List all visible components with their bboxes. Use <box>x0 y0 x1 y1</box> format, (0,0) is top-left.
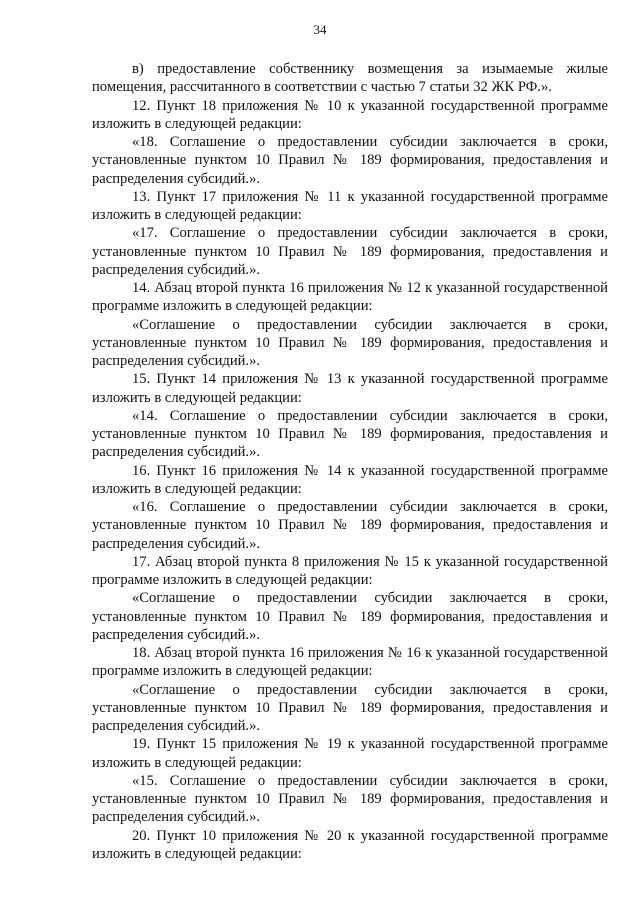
paragraph: «Соглашение о предоставлении субсидии заключается в сроки, установленные пунктом 10 Правил № 189 формирования, предоставления и распределения субсидий.». <box>92 316 608 369</box>
paragraph: 16. Пункт 16 приложения № 14 к указанной государственной программе изложить в следующей редакции: <box>92 462 608 497</box>
paragraph: 13. Пункт 17 приложения № 11 к указанной государственной программе изложить в следующей редакции: <box>92 188 608 223</box>
paragraph: 15. Пункт 14 приложения № 13 к указанной государственной программе изложить в следующей редакции: <box>92 371 608 406</box>
paragraph: 17. Абзац второй пункта 8 приложения № 15 к указанной государственной программе изложить в следующей редакции: <box>92 553 608 588</box>
paragraph: 20. Пункт 10 приложения № 20 к указанной государственной программе изложить в следующей редакции: <box>92 827 608 862</box>
paragraph: «Соглашение о предоставлении субсидии заключается в сроки, установленные пунктом 10 Правил № 189 формирования, предоставления и распределения субсидий.». <box>92 681 608 734</box>
paragraph: 14. Абзац второй пункта 16 приложения № 12 к указанной государственной программе изложить в следующей редакции: <box>92 280 608 315</box>
paragraph: «Соглашение о предоставлении субсидии заключается в сроки, установленные пунктом 10 Правил № 189 формирования, предоставления и распределения субсидий.». <box>92 590 608 643</box>
paragraph: в) предоставление собственнику возмещения за изымаемые жилые помещения, рассчитанного в соответствии с частью 7 статьи 32 ЖК РФ.». <box>92 61 608 96</box>
paragraph: 19. Пункт 15 приложения № 19 к указанной государственной программе изложить в следующей редакции: <box>92 736 608 771</box>
paragraph: «16. Соглашение о предоставлении субсидии заключается в сроки, установленные пунктом 10 Правил № 189 формирования, предоставления и распределения субсидий.». <box>92 499 608 552</box>
page-number: 34 <box>313 22 327 37</box>
paragraph: «17. Соглашение о предоставлении субсидии заключается в сроки, установленные пунктом 10 Правил № 189 формирования, предоставления и распределения субсидий.». <box>92 225 608 278</box>
paragraph: «15. Соглашение о предоставлении субсидии заключается в сроки, установленные пунктом 10 Правил № 189 формирования, предоставления и распределения субсидий.». <box>92 772 608 826</box>
paragraph: 18. Абзац второй пункта 16 приложения № 16 к указанной государственной программе изложить в следующей редакции: <box>92 645 608 680</box>
paragraph: «14. Соглашение о предоставлении субсидии заключается в сроки, установленные пунктом 10 Правил № 189 формирования, предоставления и распределения субсидий.». <box>92 407 608 461</box>
paragraph: 12. Пункт 18 приложения № 10 к указанной государственной программе изложить в следующей редакции: <box>92 97 608 132</box>
paragraph: «18. Соглашение о предоставлении субсидии заключается в сроки, установленные пунктом 10 Правил № 189 формирования, предоставления и распределения субсидий.». <box>92 134 608 187</box>
document-body <box>92 60 608 863</box>
